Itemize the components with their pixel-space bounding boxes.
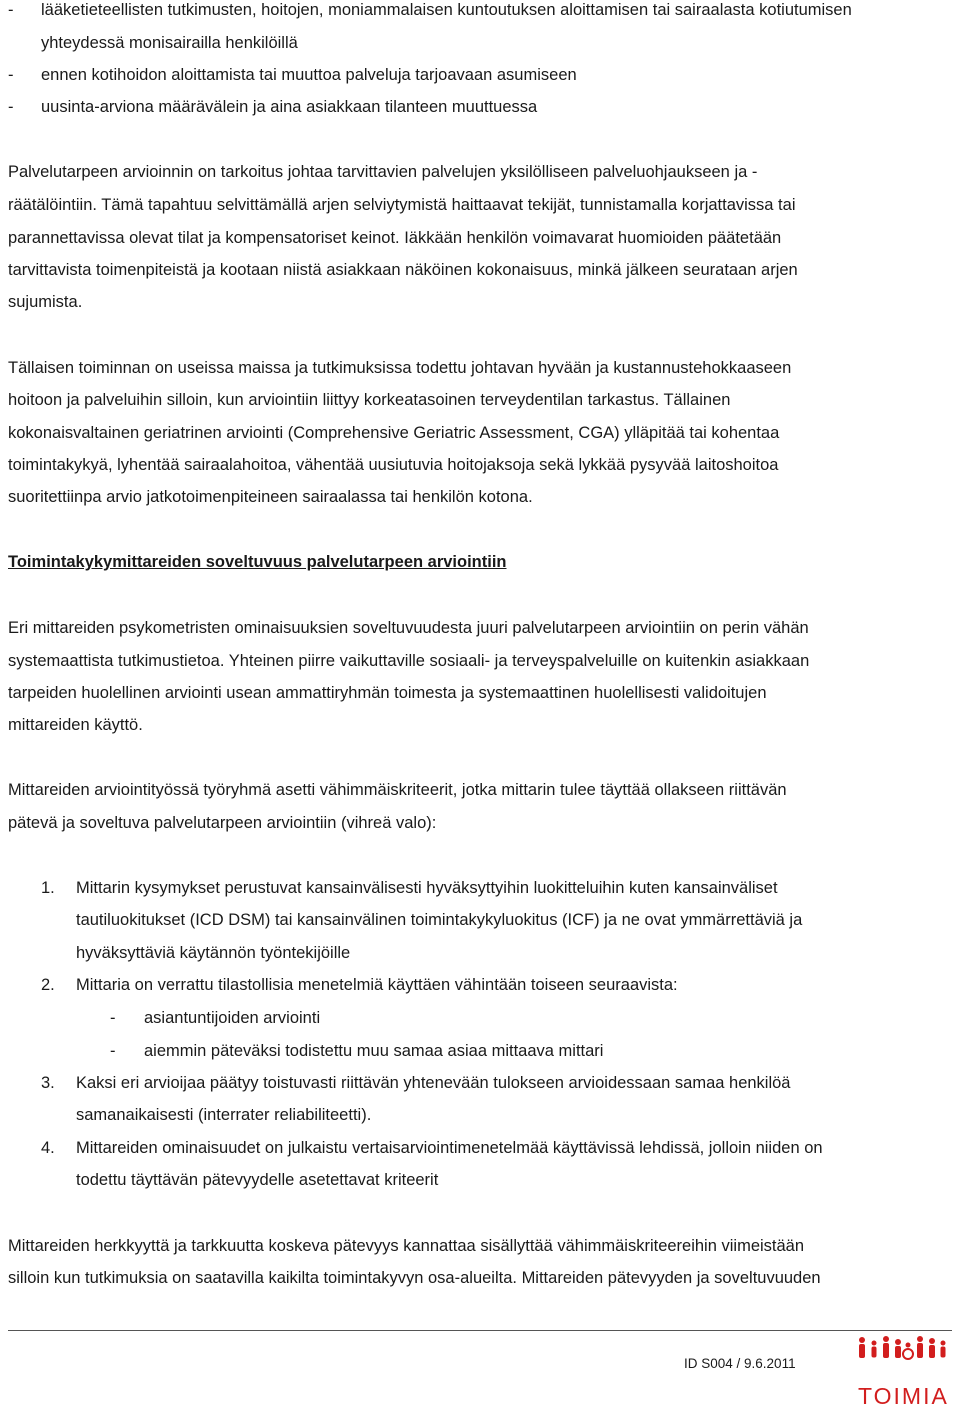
sub-bullet-text: asiantuntijoiden arviointi [144,1009,321,1027]
criterion-line: Mittaria on verrattu tilastollisia menetelmiä käyttäen vähintään toiseen seuraavista: [76,976,678,994]
paragraph-line: Palvelutarpeen arvioinnin on tarkoitus johtaa tarvittavien palvelujen yksilölliseen palveluohjaukseen ja - [8,163,758,181]
paragraph-line: pätevä ja soveltuva palvelutarpeen arviointiin (vihreä valo): [8,814,437,832]
paragraph-line: mittareiden käyttö. [8,716,143,734]
bullet-3-line-1: uusinta-arviona määrävälein ja aina asiakkaan tilanteen muuttuessa [41,98,538,116]
sub-bullet-text: aiemmin päteväksi todistettu muu samaa asiaa mittaava mittari [144,1042,604,1060]
paragraph-line: parannettavissa olevat tilat ja kompensatoriset keinot. Iäkkään henkilön voimavarat huomioiden päätetään [8,229,782,247]
paragraph-line: systemaattista tutkimustietoa. Yhteinen piirre vaikuttaville sosiaali- ja terveyspalveluille on kuitenkin asiakkaan [8,652,810,670]
paragraph-line: sujumista. [8,293,83,311]
paragraph-line: suoritettiinpa arvio jatkotoimenpiteineen sairaalassa tai henkilön kotona. [8,488,533,506]
criterion-line: hyväksyttäviä käytännön työntekijöille [76,944,351,962]
criterion-number: 1. [41,879,55,897]
document-id: ID S004 / 9.6.2011 [684,1356,796,1371]
paragraph-line: tarvittavista toimenpiteistä ja kootaan niistä asiakkaan näköinen kokonaisuus, minkä jälkeen seurataan arjen [8,261,798,279]
criterion-number: 4. [41,1139,55,1157]
bullet-dash: - [8,66,14,84]
criterion-number: 2. [41,976,55,994]
paragraph-line: Mittareiden arviointityössä työryhmä asetti vähimmäiskriteerit, jotka mittarin tulee täyttää ollakseen riittävän [8,781,787,799]
footer-divider [8,1330,952,1331]
paragraph-line: Eri mittareiden psykometristen ominaisuuksien soveltuvuudesta juuri palvelutarpeen arviointiin on perin vähän [8,619,809,637]
paragraph-line: kokonaisvaltainen geriatrinen arviointi (Comprehensive Geriatric Assessment, CGA) ylläpitää tai kohentaa [8,424,780,442]
criterion-number: 3. [41,1074,55,1092]
criterion-line: Mittareiden ominaisuudet on julkaistu vertaisarviointimenetelmää käyttävissä lehdissä, jolloin niiden on [76,1139,823,1157]
criterion-line: Kaksi eri arvioijaa päätyy toistuvasti riittävän yhtenevään tulokseen arvioidessaan samaa henkilöä [76,1074,791,1092]
bullet-1-line-2: yhteydessä monisairailla henkilöillä [41,34,298,52]
criterion-line: todettu täyttävän pätevyydelle asetettavat kriteerit [76,1171,439,1189]
section-heading: Toimintakykymittareiden soveltuvuus palvelutarpeen arviointiin [8,553,507,571]
criterion-line: tautiluokitukset (ICD DSM) tai kansainvälinen toimintakykyluokitus (ICF) ja ne ovat ymmärrettäviä ja [76,911,803,929]
paragraph-line: toimintakykyä, lyhentää sairaalahoitoa, vähentää uusiutuvia hoitojaksoja sekä lykkää pysyvää laitoshoitoa [8,456,779,474]
paragraph-line: Tällaisen toiminnan on useissa maissa ja tutkimuksissa todettu johtavan hyvään ja kustannustehokkaaseen [8,359,792,377]
bullet-1-line-1: lääketieteellisten tutkimusten, hoitojen, moniammalaisen kuntoutuksen aloittamisen tai sairaalasta kotiutumisen [41,1,852,19]
paragraph-line: Mittareiden herkkyyttä ja tarkkuutta koskeva pätevyys kannattaa sisällyttää vähimmäiskriteereihin viimeistään [8,1237,805,1255]
toimia-logo-text: TOIMIA [858,1383,949,1409]
sub-bullet-dash: - [110,1009,116,1027]
criterion-line: Mittarin kysymykset perustuvat kansainvälisesti hyväksyttyihin luokitteluihin kuten kansainväliset [76,879,778,897]
criterion-line: samanaikaisesti (interrater reliabiliteetti). [76,1106,372,1124]
paragraph-line: tarpeiden huolellinen arviointi usean ammattiryhmän toimesta ja systemaattinen huolellisesti validoitujen [8,684,767,702]
bullet-dash: - [8,1,14,19]
paragraph-line: silloin kun tutkimuksia on saatavilla kaikilta toimintakyvyn osa-alueilta. Mittareiden pätevyyden ja soveltuvuuden [8,1269,821,1287]
paragraph-line: räätälöintiin. Tämä tapahtuu selvittämällä arjen selviytymistä haittaavat tekijät, tunnistamalla korjattavissa tai [8,196,796,214]
bullet-dash: - [8,98,14,116]
bullet-2-line-1: ennen kotihoidon aloittamista tai muuttoa palveluja tarjoavaan asumiseen [41,66,577,84]
sub-bullet-dash: - [110,1042,116,1060]
paragraph-line: hoitoon ja palveluihin silloin, kun arviointiin liittyy korkeatasoinen terveydentilan tarkastus. Tällainen [8,391,731,409]
